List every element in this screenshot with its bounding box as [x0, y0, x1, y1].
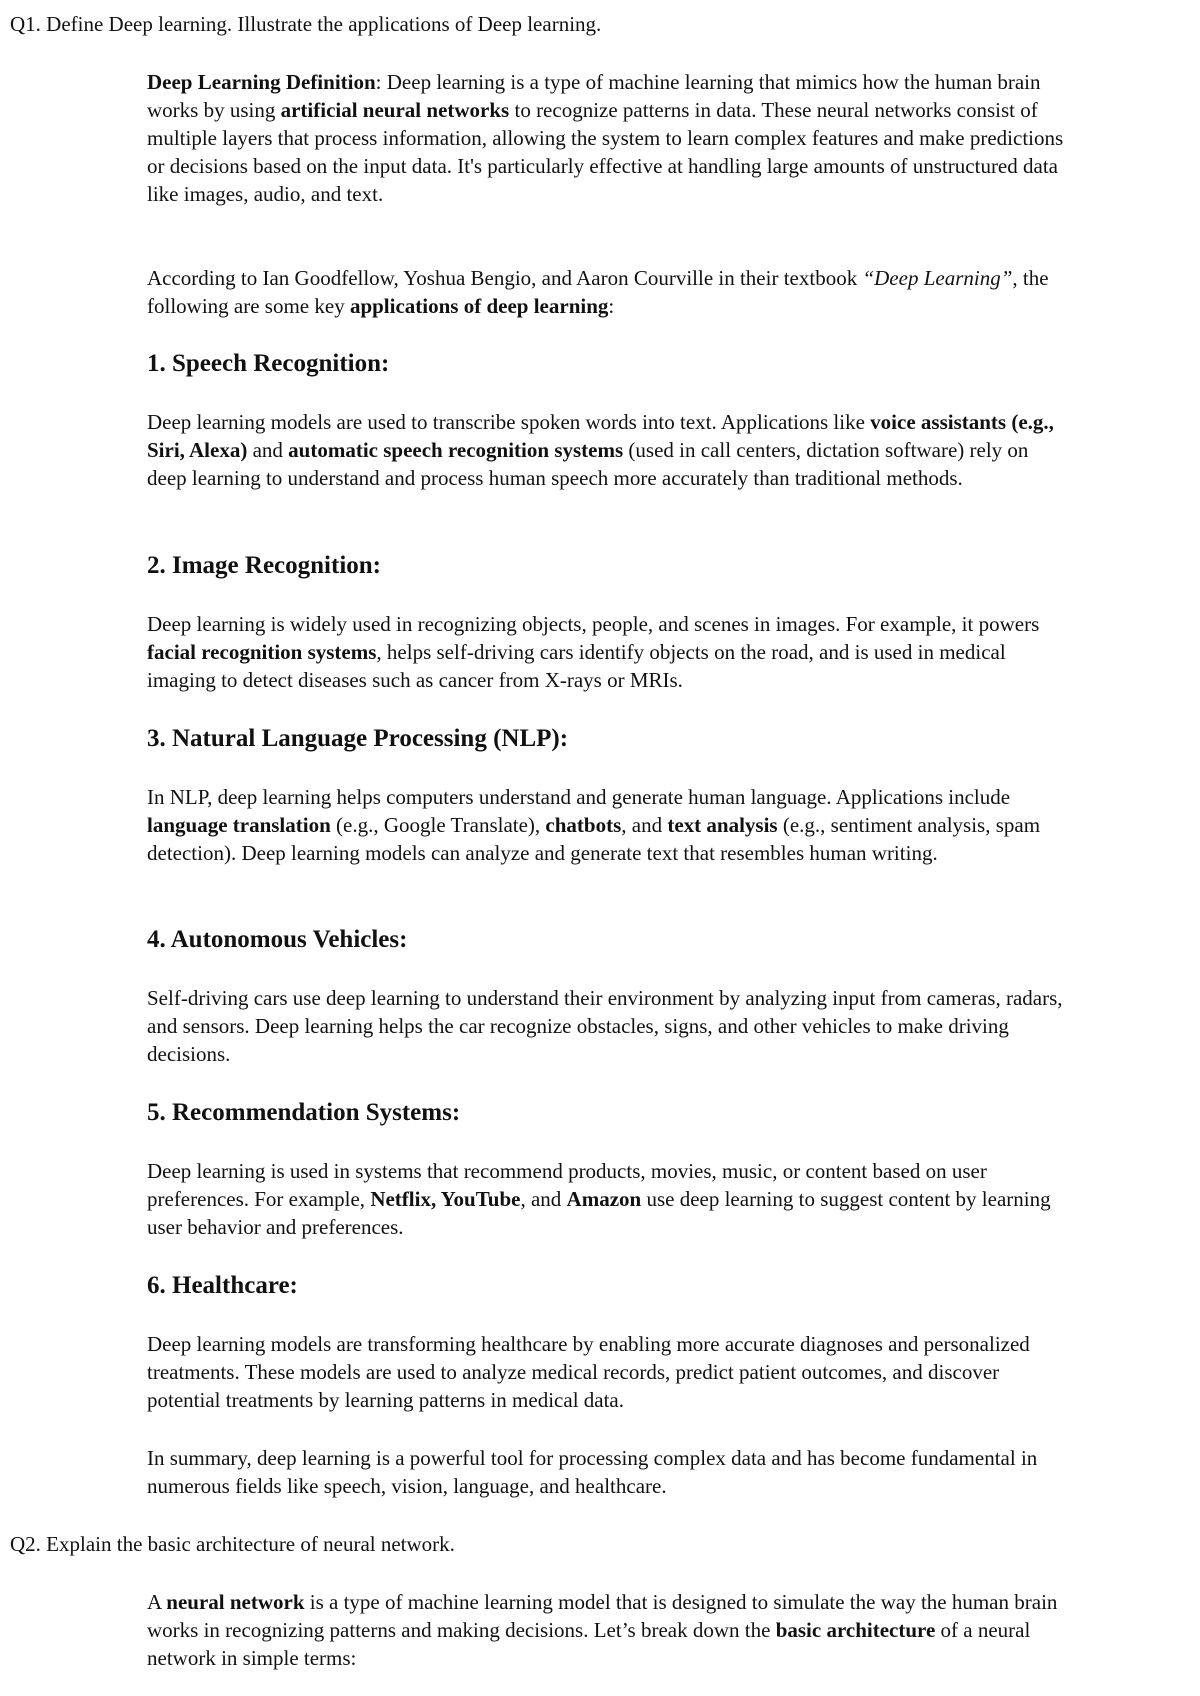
section-paragraph-autonomous-vehicles: Self-driving cars use deep learning to understand their environment by analyzing input from cameras, radars, and sensors. Deep learning helps the car recognize obstacles, signs, and other vehicles to make driving decisions.: [147, 986, 1063, 1066]
question-1: Q1. Define Deep learning. Illustrate the applications of Deep learning.: [10, 12, 602, 36]
section-paragraph-image-recognition: Deep learning is widely used in recognizing objects, people, and scenes in images. For example, it powers facial recognition systems, helps self-driving cars identify objects on the road, and is used in medical imaging to detect diseases such as cancer from X-rays or MRIs.: [147, 612, 1040, 692]
question-2: Q2. Explain the basic architecture of neural network.: [10, 1532, 455, 1556]
summary-paragraph: In summary, deep learning is a powerful tool for processing complex data and has become fundamental in numerous fields like speech, vision, language, and healthcare.: [147, 1446, 1038, 1498]
section-heading-healthcare: 6. Healthcare:: [147, 1272, 298, 1299]
section-paragraph-speech-recognition: Deep learning models are used to transcribe spoken words into text. Applications like voice assistants (e.g., Siri, Alexa) and automatic speech recognition systems (used in call centers, dictation software) rely on deep learning to understand and process human speech more accurately than traditional methods.: [147, 410, 1054, 490]
definition-label: Deep Learning Definition: [147, 70, 376, 94]
section-heading-image-recognition: 2. Image Recognition:: [147, 552, 381, 579]
section-heading-autonomous-vehicles: 4. Autonomous Vehicles:: [147, 926, 408, 953]
definition-paragraph: Deep Learning Definition: Deep learning is a type of machine learning that mimics how the human brain works by using artificial neural networks to recognize patterns in data. These neural networks consist of multiple layers that process information, allowing the system to learn complex features and make predictions or decisions based on the input data. It's particularly effective at handling large amounts of unstructured data like images, audio, and text.: [147, 70, 1064, 206]
emphasis-neural-network: neural network: [166, 1590, 305, 1614]
section-heading-speech-recognition: 1. Speech Recognition:: [147, 350, 390, 377]
applications-intro-paragraph: According to Ian Goodfellow, Yoshua Bengio, and Aaron Courville in their textbook “Deep Learning”, the following are some key applications of deep learning:: [147, 266, 1049, 318]
neural-network-intro-paragraph: A neural network is a type of machine learning model that is designed to simulate the way the human brain works in recognizing patterns and making decisions. Let’s break down the basic architecture of a neural network in simple terms:: [147, 1590, 1058, 1670]
emphasis-artificial-neural-networks: artificial neural networks: [280, 98, 510, 122]
book-title: “Deep Learning”: [862, 266, 1013, 290]
section-heading-recommendation-systems: 5. Recommendation Systems:: [147, 1099, 461, 1126]
section-heading-nlp: 3. Natural Language Processing (NLP):: [147, 725, 569, 752]
emphasis-applications: applications of deep learning: [349, 294, 609, 318]
emphasis-basic-architecture: basic architecture: [775, 1618, 936, 1642]
section-paragraph-healthcare: Deep learning models are transforming healthcare by enabling more accurate diagnoses and personalized treatments. These models are used to analyze medical records, predict patient outcomes, and discover potential treatments by learning patterns in medical data.: [147, 1332, 1030, 1412]
section-paragraph-recommendation-systems: Deep learning is used in systems that recommend products, movies, music, or content based on user preferences. For example, Netflix, YouTube, and Amazon use deep learning to suggest content by learning user behavior and preferences.: [147, 1159, 1051, 1239]
section-paragraph-nlp: In NLP, deep learning helps computers understand and generate human language. Applications include language translation (e.g., Google Translate), chatbots, and text analysis (e.g., sentiment analysis, spam detection). Deep learning models can analyze and generate text that resembles human writing.: [147, 785, 1041, 865]
